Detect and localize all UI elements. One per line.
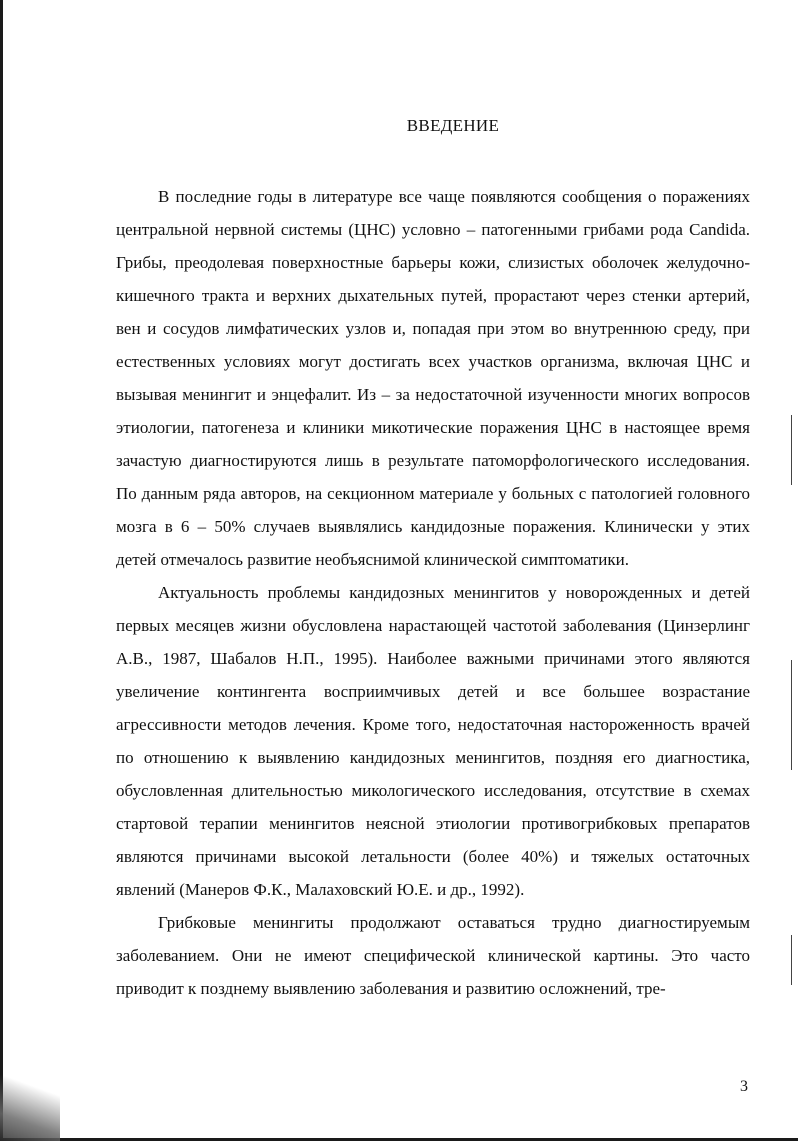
- paragraph: Грибковые менингиты продолжают оставаться трудно диагностируемым заболеванием. Они не имеют специфической клинической картины. Это часто приводит к позднему выявлению заболевания и развитию осложнений, тре-: [116, 913, 750, 998]
- scan-right-mark: [791, 935, 792, 985]
- paragraph: Актуальность проблемы кандидозных менингитов у новорожденных и детей первых месяцев жизни обусловлена нарастающей частотой заболевания (Цинзерлинг А.В., 1987, Шабалов Н.П., 1995). Наиболее важными причинами этого являются увеличение контингента восприимчивых детей и все большее возрастание агрессивности методов лечения. Кроме того, недостаточная настороженность врачей по отношению к выявлению кандидозных менингитов, поздняя его диагностика, обусловленная длительностью микологического исследования, отсутствие в схемах стартовой терапии менингитов неясной этиологии противогрибковых препаратов являются причинами высокой летальности (более 40%) и тяжелых остаточных явлений (Манеров Ф.К., Малаховский Ю.Е. и др., 1992).: [116, 583, 750, 899]
- paragraph: В последние годы в литературе все чаще появляются сообщения о поражениях центральной нервной системы (ЦНС) условно – патогенными грибами рода Candida. Грибы, преодолевая поверхностные барьеры кожи, слизистых оболочек желудочно-кишечного тракта и верхних дыхательных путей, прорастают через стенки артерий, вен и сосудов лимфатических узлов и, попадая при этом во внутреннюю среду, при естественных условиях могут достигать всех участков организма, включая ЦНС и вызывая менингит и энцефалит. Из – за недостаточной изученности многих вопросов этиологии, патогенеза и клиники микотические поражения ЦНС в настоящее время зачастую диагностируются лишь в результате патоморфологического исследования. По данным ряда авторов, на секционном материале у больных с патологией головного мозга в 6 – 50% случаев выявлялись кандидозные поражения. Клинически у этих детей отмечалось развитие необъяснимой клинической симптоматики.: [116, 187, 750, 569]
- scan-left-edge: [0, 0, 3, 1141]
- body-text: [116, 180, 750, 1005]
- scan-corner-shadow: [0, 1051, 60, 1141]
- scan-right-mark: [791, 660, 792, 770]
- scan-right-mark: [791, 415, 792, 485]
- page-title: ВВЕДЕНИЕ: [406, 116, 500, 135]
- page-number: 3: [740, 1078, 748, 1095]
